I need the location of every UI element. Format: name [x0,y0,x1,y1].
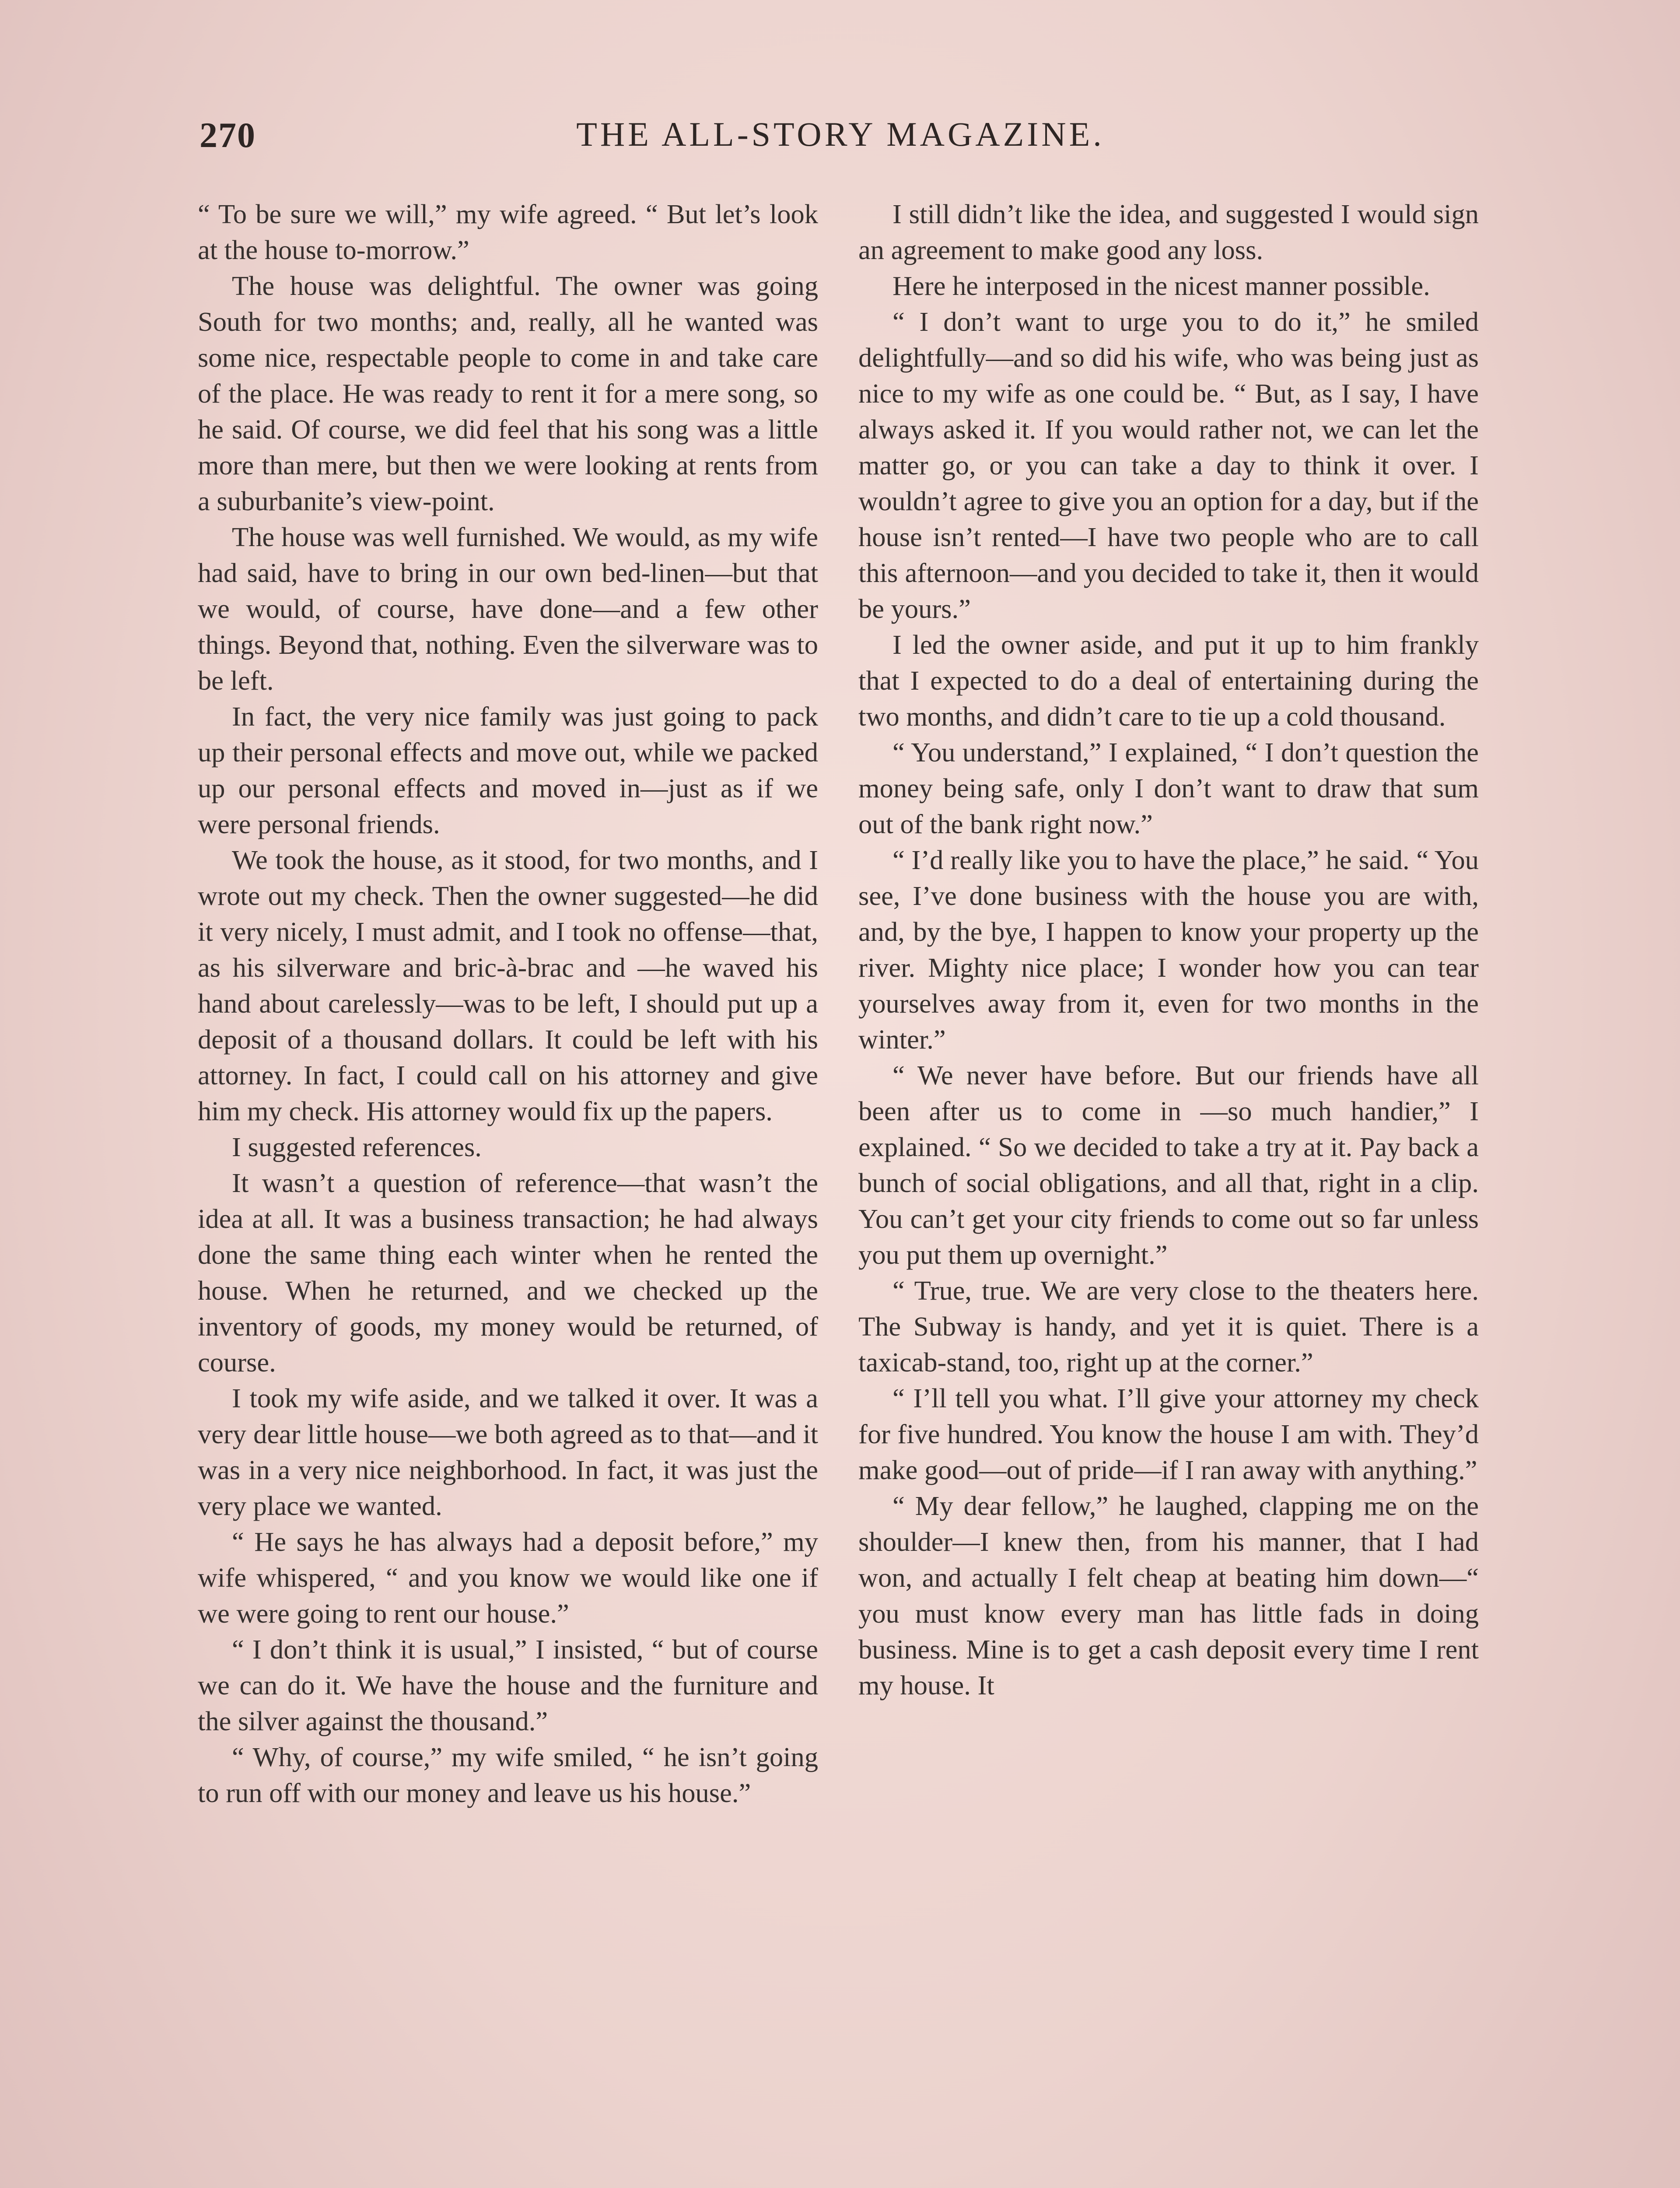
paragraph: “ My dear fellow,” he laughed, clapping me on the shoulder—I knew then, from his manner, that I had won, and actually I felt cheap at beating him down—“ you must know every man has little fads in doing business. Mine is to get a cash deposit every time I rent my house. It [858,1490,1479,1701]
paragraph: “ He says he has always had a deposit before,” my wife whispered, “ and you know we would like one if we were going to rent our house.” [198,1526,818,1629]
right-column [858,196,1479,1703]
running-title: THE ALL-STORY MAGAZINE. [576,115,1105,153]
paragraph: “ Why, of course,” my wife smiled, “ he isn’t going to run off with our money and leave us his house.” [198,1742,818,1808]
paragraph: “ I’d really like you to have the place,” he said. “ You see, I’ve done business with the house you are with, and, by the bye, I happen to know your property up the river. Mighty nice place; I wonder how you can tear yourselves away from it, even for two months in the winter.” [858,845,1479,1055]
paragraph: Here he interposed in the nicest manner possible. [892,270,1430,301]
left-column [198,196,818,1811]
paragraph: “ I’ll tell you what. I’ll give your attorney my check for five hundred. You know the house I am with. They’d make good—out of pride—if I ran away with anything.” [858,1383,1479,1485]
paragraph: “ We never have before. But our friends have all been after us to come in —so much handier,” I explained. “ So we decided to take a try at it. Pay back a bunch of social obligations, and all that, right in a clip. You can’t get your city friends to come out so far unless you put them up overnight.” [858,1060,1479,1270]
paragraph: I led the owner aside, and put it up to him frankly that I expected to do a deal of entertaining during the two months, and didn’t care to tie up a cold thousand. [858,629,1479,732]
paragraph: I still didn’t like the idea, and suggested I would sign an agreement to make good any loss. [858,199,1479,265]
paragraph: I took my wife aside, and we talked it over. It was a very dear little house—we both agreed as to that—and it was in a very nice neighborhood. In fact, it was just the very place we wanted. [198,1383,818,1521]
page-header [200,115,1481,163]
page-number: 270 [200,115,256,155]
paragraph: “ I don’t think it is usual,” I insisted, “ but of course we can do it. We have the house and the furniture and the silver against the thousand.” [198,1634,818,1736]
paragraph: “ I don’t want to urge you to do it,” he smiled delightfully—and so did his wife, who was being just as nice to my wife as one could be. “ But, as I say, I have always asked it. If you would rather not, we can let the matter go, or you can take a day to think it over. I wouldn’t agree to give you an option for a day, but if the house isn’t rented—I have two people who are to call this afternoon—and you decided to take it, then it would be yours.” [858,306,1479,624]
paragraph: It wasn’t a question of reference—that wasn’t the idea at all. It was a business transaction; he had always done the same thing each winter when he rented the house. When he returned, and we checked up the inventory of goods, my money would be returned, of course. [198,1168,818,1378]
paragraph: We took the house, as it stood, for two months, and I wrote out my check. Then the owner suggested—he did it very nicely, I must admit, and I took no offense—that, as his silverware and bric-à-brac and —he waved his hand about carelessly—was to be left, I should put up a deposit of a thousand dollars. It could be left with his attorney. In fact, I could call on his attorney and give him my check. His attorney would fix up the papers. [198,845,818,1126]
paragraph: The house was well furnished. We would, as my wife had said, have to bring in our own bed-linen—but that we would, of course, have done—and a few other things. Beyond that, nothing. Even the silverware was to be left. [198,522,818,696]
paragraph: I suggested references. [232,1132,482,1162]
paragraph: “ To be sure we will,” my wife agreed. “ But let’s look at the house to-morrow.” [198,199,818,265]
paragraph: “ True, true. We are very close to the theaters here. The Subway is handy, and yet it is quiet. There is a taxicab-stand, too, right up at the corner.” [858,1275,1479,1378]
paragraph: “ You understand,” I explained, “ I don’t question the money being safe, only I don’t want to draw that sum out of the bank right now.” [858,737,1479,839]
paragraph: The house was delightful. The owner was going South for two months; and, really, all he wanted was some nice, respectable people to come in and take care of the place. He was ready to rent it for a mere song, so he said. Of course, we did feel that his song was a little more than mere, but then we were looking at rents from a suburbanite’s view-point. [198,270,818,516]
paragraph: In fact, the very nice family was just going to pack up their personal effects and move out, while we packed up our personal effects and moved in—just as if we were personal friends. [198,701,818,839]
